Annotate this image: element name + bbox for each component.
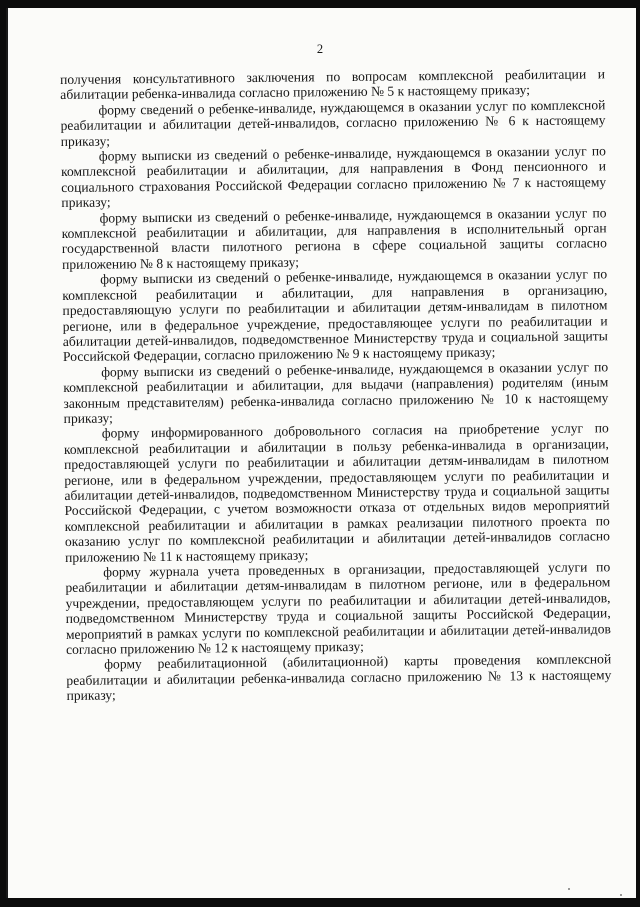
paragraph: форму выписки из сведений о ребенке-инвалиде, нуждающемся в оказании услуг по комплексной реабилитации и абилитации, для выдачи (направления) родителям (иным законным представителям) ребенка-инвалида согласно приложению № 10 к настоящему приказу; <box>63 358 609 426</box>
scan-speck <box>568 888 570 890</box>
page-number: 2 <box>316 42 324 56</box>
paragraph: форму выписки из сведений о ребенке-инвалиде, нуждающемся в оказании услуг по комплексной реабилитации и абилитации, для направления в организацию, предоставляющую услуги по реабилитации и абилитации детям-инвалидам в пилотном регионе, или в федеральное учреждение, предоставляющее услуги по реабилитации и абилитации детей-инвалидов, подведомственное Министерству труда и социальной защиты Российской Федерации, согласно приложению № 9 к настоящему приказу; <box>62 266 608 365</box>
paragraph: форму выписки из сведений о ребенке-инвалиде, нуждающемся в оказании услуг по комплексной реабилитации и абилитации, для направления в исполнительный орган государственной власти пилотного региона в сфере социальной защиты согласно приложению № 8 к настоящему приказу; <box>61 204 607 272</box>
scan-speck <box>620 894 622 896</box>
paragraph: форму журнала учета проведенных в организации, предоставляющей услуги по реабилитации и абилитации детям-инвалидам в пилотном регионе, или в федеральном учреждении, предоставляющем услуги по реабилитации и абилитации детей-инвалидов, подведомственном Министерству труда и социальной защиты Российской Федерации, мероприятий в рамках услуги по комплексной реабилитации и абилитации детей-инвалидов согласно приложению № 12 к настоящему приказу; <box>65 559 611 657</box>
paragraph: форму информированного добровольного согласия на приобретение услуг по комплексной реабилитации и абилитации в пользу ребенка-инвалида в организации, предоставляющей услуги по реабилитации и абилитации детям-инвалидам в пилотном регионе, или в федеральном учреждении, предоставляющем услуги по реабилитации и абилитации детей-инвалидов, подведомственном Министерству труда и социальной защиты Российской Федерации, с учетом возможности отказа от отдельных видов мероприятий комплексной реабилитации и абилитации в рамках реализации пилотного проекта по оказанию услуг по комплексной реабилитации и абилитации детей-инвалидов согласно приложению № 11 к настоящему приказу; <box>63 420 610 565</box>
paragraph: форму реабилитационной (абилитационной) карты проведения комплексной реабилитации и абилитации ребенка-инвалида согласно приложению № 13 к настоящему приказу; <box>66 651 612 704</box>
paragraph: получения консультативного заключения по вопросам комплексной реабилитации и абилитации ребенка-инвалида согласно приложению № 5 к настоящему приказу; <box>60 66 606 103</box>
document-body <box>60 66 612 703</box>
paragraph: форму выписки из сведений о ребенке-инвалиде, нуждающемся в оказании услуг по комплексной реабилитации и абилитации, для направления в Фонд пенсионного и социального страхования Российской Федерации согласно приложению № 7 к настоящему приказу; <box>60 143 607 211</box>
paragraph: форму сведений о ребенке-инвалиде, нуждающемся в оказании услуг по комплексной реабилитации и абилитации детей-инвалидов, согласно приложению № 6 к настоящему приказу; <box>60 97 606 149</box>
